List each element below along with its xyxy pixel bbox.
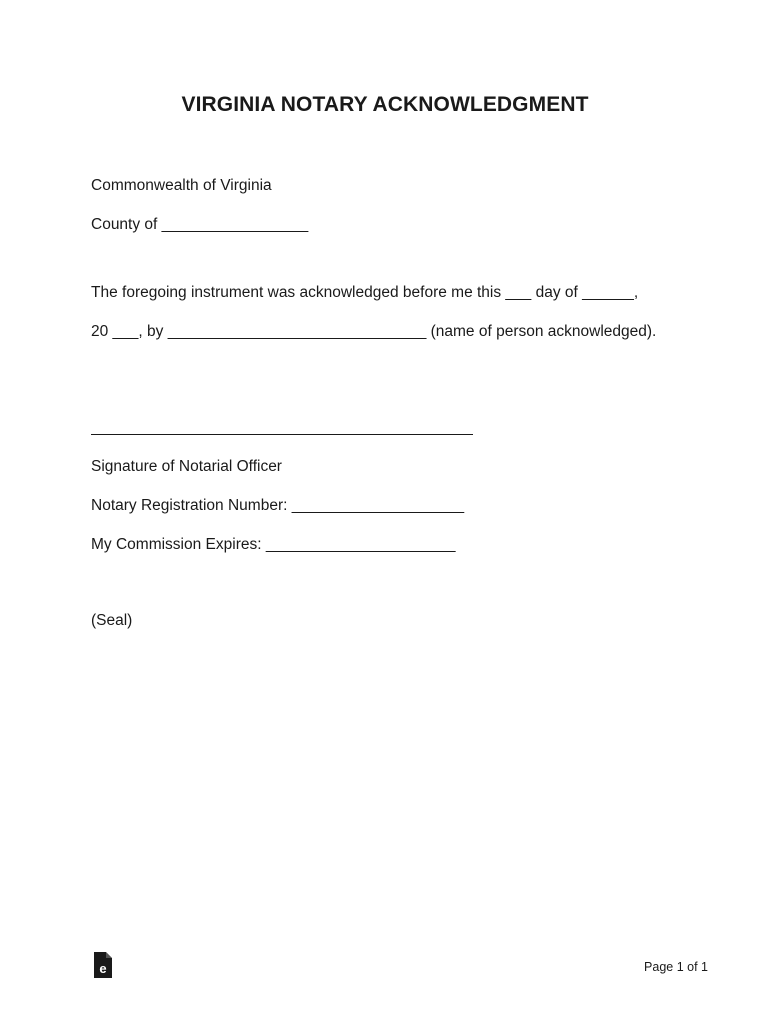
signature-label: Signature of Notarial Officer bbox=[91, 458, 282, 475]
county-line: County of _________________ bbox=[91, 216, 309, 233]
svg-text:e: e bbox=[99, 961, 107, 976]
acknowledgment-line-1: The foregoing instrument was acknowledged before me this ___ day of ______, bbox=[91, 284, 639, 301]
eforms-logo-icon bbox=[93, 952, 113, 978]
commonwealth-line: Commonwealth of Virginia bbox=[91, 177, 272, 194]
acknowledgment-line-2: 20 ___, by ______________________________ (name of person acknowledged). bbox=[91, 323, 657, 340]
signature-line bbox=[91, 434, 473, 435]
document-title: VIRGINIA NOTARY ACKNOWLEDGMENT bbox=[181, 93, 589, 116]
page-number: Page 1 of 1 bbox=[644, 960, 708, 974]
notary-registration-line: Notary Registration Number: ____________________ bbox=[91, 497, 465, 514]
commission-expires-line: My Commission Expires: ______________________ bbox=[91, 536, 456, 553]
seal-label: (Seal) bbox=[91, 612, 133, 629]
